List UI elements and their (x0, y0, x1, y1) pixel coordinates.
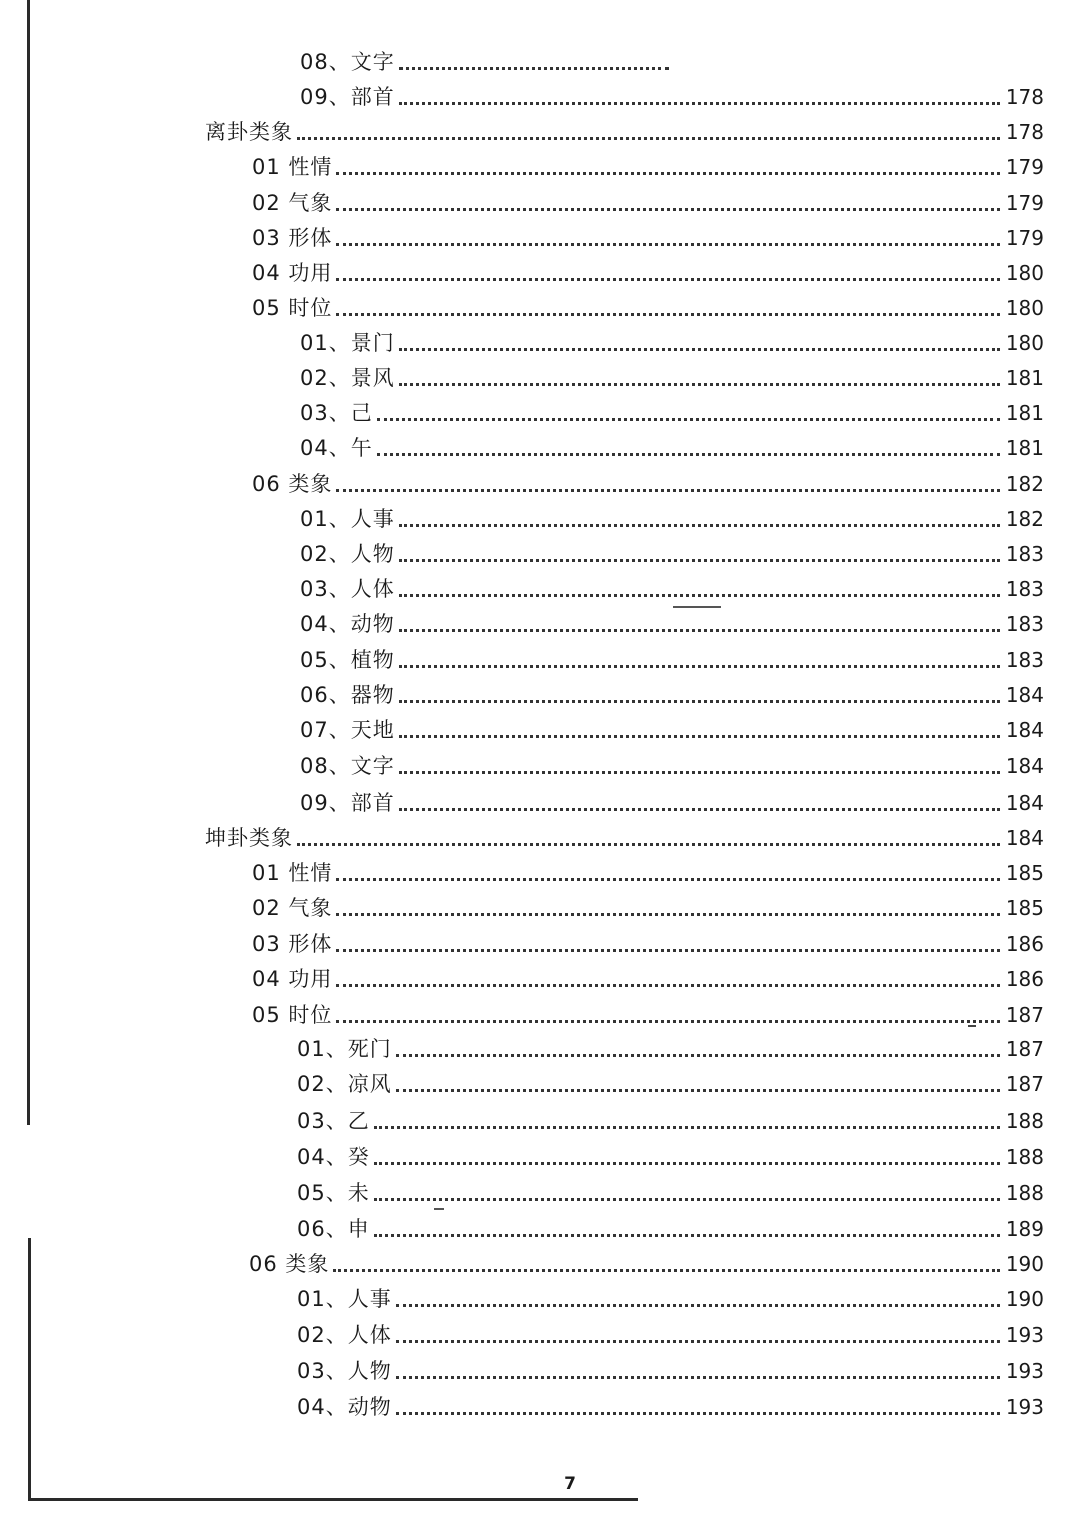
toc-leader-dots (399, 67, 669, 70)
toc-leader-dots (336, 313, 1000, 316)
toc-leader-dots (396, 1089, 1000, 1092)
toc-leader-dots (399, 665, 1000, 668)
toc-entry-label: 03 形体 (252, 226, 333, 250)
toc-entry-page: 185 (1005, 861, 1044, 885)
toc-entry-page: 184 (1005, 754, 1044, 778)
toc-entry-label: 04、动物 (300, 612, 395, 636)
toc-leader-dots (377, 453, 1000, 456)
toc-leader-dots (399, 383, 1000, 386)
toc-entry-label: 03、己 (300, 401, 373, 425)
toc-entry-label: 06、器物 (300, 683, 395, 707)
toc-entry-page: 190 (1005, 1252, 1044, 1276)
toc-entry-label: 06 类象 (252, 472, 333, 496)
toc-entry-label: 04、癸 (297, 1145, 370, 1169)
toc-leader-dots (396, 1054, 1000, 1057)
toc-entry-label: 06、申 (297, 1217, 370, 1241)
toc-entry-label: 02、凉风 (297, 1072, 392, 1096)
toc-entry-page: 179 (1005, 155, 1044, 179)
toc-entry-label: 01 性情 (252, 155, 333, 179)
toc-leader-dots (396, 1412, 1000, 1415)
toc-entry-page: 179 (1005, 226, 1044, 250)
toc-entry[interactable] (300, 326, 1044, 356)
toc-entry-label: 03、人体 (300, 577, 395, 601)
toc-leader-dots (336, 208, 1000, 211)
toc-leader-dots (336, 984, 1000, 987)
toc-entry-page: 193 (1005, 1323, 1044, 1347)
toc-entry[interactable] (300, 396, 1044, 426)
toc-entry-page: 186 (1005, 967, 1044, 991)
toc-entry[interactable] (297, 1104, 1044, 1134)
toc-leader-dots (399, 348, 1000, 351)
toc-entry-page: 183 (1005, 577, 1044, 601)
toc-entry-page: 183 (1005, 612, 1044, 636)
toc-leader-dots (374, 1126, 1000, 1129)
toc-entry[interactable] (252, 962, 1044, 992)
toc-entry[interactable] (300, 643, 1044, 673)
toc-entry[interactable] (297, 1212, 1044, 1242)
toc-entry[interactable] (252, 467, 1044, 497)
toc-entry[interactable] (252, 221, 1044, 251)
toc-entry-label: 08、文字 (300, 50, 395, 74)
toc-entry-label: 09、部首 (300, 85, 395, 109)
toc-entry-page: 184 (1005, 791, 1044, 815)
toc-entry-page: 190 (1005, 1287, 1044, 1311)
toc-leader-dots (399, 735, 1000, 738)
toc-entry-page: 180 (1005, 296, 1044, 320)
toc-leader-dots (336, 243, 1000, 246)
toc-leader-dots (377, 418, 1000, 421)
toc-entry-page: 193 (1005, 1395, 1044, 1419)
toc-entry[interactable] (297, 1140, 1044, 1170)
toc-entry-label: 05、未 (297, 1181, 370, 1205)
toc-leader-dots (399, 700, 1000, 703)
toc-leader-dots (374, 1198, 1000, 1201)
toc-entry-page: 184 (1005, 826, 1044, 850)
toc-entry-page: 183 (1005, 648, 1044, 672)
toc-entry[interactable] (297, 1390, 1044, 1420)
toc-leader-dots (396, 1376, 1000, 1379)
scan-border-left (27, 0, 30, 1125)
toc-entry-page: 178 (1005, 120, 1044, 144)
toc-entry-page: 180 (1005, 261, 1044, 285)
toc-entry[interactable] (297, 1032, 1044, 1062)
toc-entry-page: 185 (1005, 896, 1044, 920)
toc-entry-label: 02、人体 (297, 1323, 392, 1347)
toc-entry-page: 182 (1005, 507, 1044, 531)
toc-entry-label: 09、部首 (300, 791, 395, 815)
toc-leader-dots (336, 949, 1000, 952)
scan-border-left-lower (28, 1238, 31, 1500)
toc-entry-label: 05、植物 (300, 648, 395, 672)
toc-entry-page: 187 (1005, 1072, 1044, 1096)
toc-leader-dots (396, 1304, 1000, 1307)
toc-entry-page: 188 (1005, 1181, 1044, 1205)
toc-entry-page: 186 (1005, 932, 1044, 956)
toc-entry[interactable] (300, 713, 1044, 743)
toc-entry-label: 04、午 (300, 436, 373, 460)
toc-entry-label: 01、人事 (297, 1287, 392, 1311)
toc-leader-dots (399, 594, 1000, 597)
toc-leader-dots (333, 1269, 1000, 1272)
toc-entry[interactable] (297, 1176, 1044, 1206)
toc-entry-page: 184 (1005, 683, 1044, 707)
toc-leader-dots (374, 1234, 1000, 1237)
toc-leader-dots (399, 102, 1000, 105)
toc-entry-page: 178 (1005, 85, 1044, 109)
toc-leader-dots (336, 1020, 1000, 1023)
toc-entry-label: 01、死门 (297, 1037, 392, 1061)
toc-leader-dots (396, 1340, 1000, 1343)
toc-leader-dots (399, 771, 1000, 774)
toc-entry-page: 179 (1005, 191, 1044, 215)
toc-entry[interactable] (297, 1067, 1044, 1097)
toc-entry[interactable] (205, 115, 1044, 145)
toc-entry-label: 01、人事 (300, 507, 395, 531)
toc-entry[interactable] (252, 291, 1044, 321)
toc-entry[interactable] (300, 537, 1044, 567)
toc-leader-dots (297, 843, 1000, 846)
toc-entry-page: 180 (1005, 331, 1044, 355)
toc-entry[interactable] (252, 891, 1044, 921)
toc-entry-page: 181 (1005, 366, 1044, 390)
page-number: 7 (564, 1474, 576, 1494)
toc-leader-dots (336, 913, 1000, 916)
toc-entry[interactable] (252, 256, 1044, 286)
toc-entry-label: 01、景门 (300, 331, 395, 355)
toc-entry-label: 04 功用 (252, 967, 333, 991)
toc-leader-dots (336, 489, 1000, 492)
toc-entry-label: 04、动物 (297, 1395, 392, 1419)
toc-entry-page: 183 (1005, 542, 1044, 566)
toc-entry[interactable] (297, 1318, 1044, 1348)
toc-entry-label: 03、乙 (297, 1109, 370, 1133)
toc-entry-page: 187 (1005, 1003, 1044, 1027)
toc-entry-label: 03、人物 (297, 1359, 392, 1383)
toc-entry[interactable] (300, 502, 1044, 532)
toc-entry-page: 193 (1005, 1359, 1044, 1383)
toc-entry-label: 坤卦类象 (205, 826, 293, 850)
toc-entry-label: 02、景风 (300, 366, 395, 390)
toc-entry-label: 05 时位 (252, 1003, 333, 1027)
toc-leader-dots (374, 1162, 1000, 1165)
toc-entry[interactable] (300, 749, 1044, 779)
toc-leader-dots (399, 629, 1000, 632)
toc-entry-page: 188 (1005, 1145, 1044, 1169)
toc-leader-dots (399, 524, 1000, 527)
toc-entry-label: 05 时位 (252, 296, 333, 320)
toc-entry-page: 182 (1005, 472, 1044, 496)
toc-leader-dots (399, 808, 1000, 811)
toc-leader-dots (297, 137, 1000, 140)
toc-entry[interactable] (300, 361, 1044, 391)
toc-entry[interactable] (300, 80, 1044, 110)
toc-entry-label: 06 类象 (249, 1252, 330, 1276)
toc-entry-page: 188 (1005, 1109, 1044, 1133)
toc-entry[interactable] (297, 1282, 1044, 1312)
toc-entry-page: 181 (1005, 436, 1044, 460)
toc-entry-page: 189 (1005, 1217, 1044, 1241)
toc-entry[interactable] (252, 150, 1044, 180)
toc-leader-dots (336, 878, 1000, 881)
toc-entry[interactable] (300, 607, 1044, 637)
toc-entry[interactable] (252, 186, 1044, 216)
toc-leader-dots (336, 278, 1000, 281)
scan-smudge (434, 1208, 444, 1210)
toc-entry-label: 08、文字 (300, 754, 395, 778)
toc-entry[interactable] (252, 927, 1044, 957)
toc-entry-label: 02 气象 (252, 896, 333, 920)
toc-leader-dots (336, 172, 1000, 175)
toc-entry-label: 04 功用 (252, 261, 333, 285)
toc-entry[interactable] (300, 45, 1044, 75)
toc-leader-dots (399, 559, 1000, 562)
toc-entry-page: 184 (1005, 718, 1044, 742)
scan-border-bottom (28, 1498, 638, 1501)
toc-entry[interactable] (300, 431, 1044, 461)
toc-entry-page: 187 (1005, 1037, 1044, 1061)
toc-entry-label: 03 形体 (252, 932, 333, 956)
toc-entry-label: 02 气象 (252, 191, 333, 215)
toc-entry[interactable] (300, 678, 1044, 708)
toc-entry-label: 离卦类象 (205, 120, 293, 144)
toc-entry[interactable] (300, 572, 1044, 602)
toc-entry[interactable] (252, 856, 1044, 886)
toc-entry[interactable] (297, 1354, 1044, 1384)
toc-entry[interactable] (249, 1247, 1044, 1277)
toc-entry-label: 01 性情 (252, 861, 333, 885)
toc-entry-label: 02、人物 (300, 542, 395, 566)
toc-entry-label: 07、天地 (300, 718, 395, 742)
toc-entry[interactable] (205, 821, 1044, 851)
toc-entry-page: 181 (1005, 401, 1044, 425)
toc-entry[interactable] (300, 786, 1044, 816)
toc-entry[interactable] (252, 998, 1044, 1028)
